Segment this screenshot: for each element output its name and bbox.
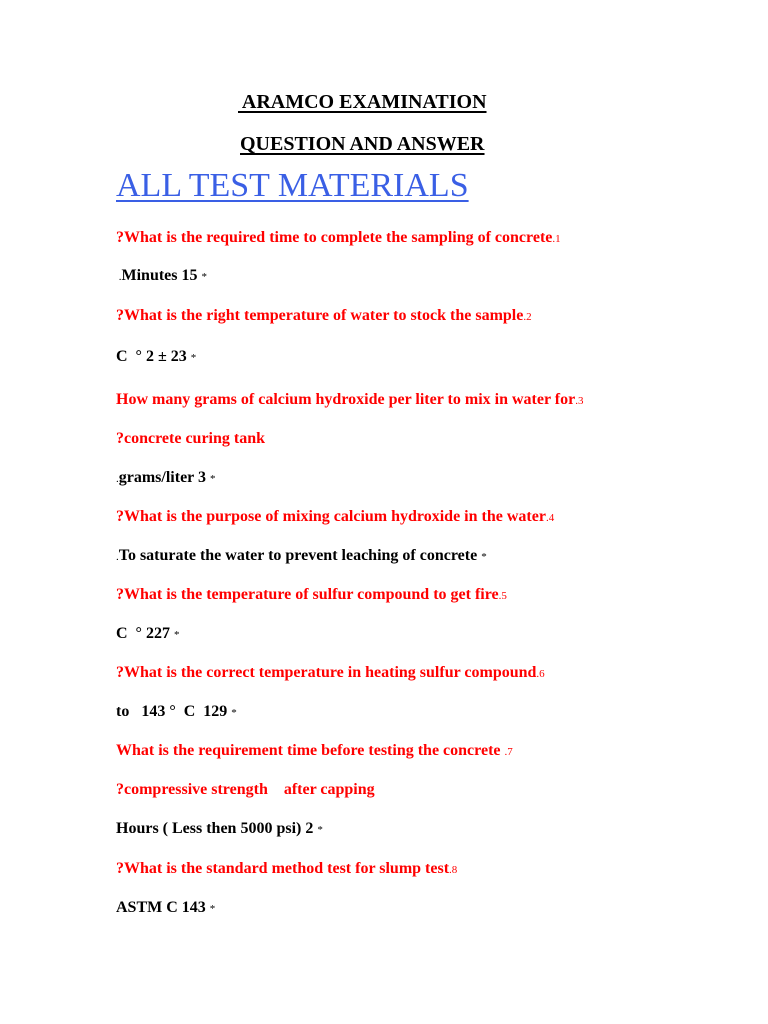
- document-title: ARAMCO EXAMINATION: [238, 91, 487, 113]
- question-text: ?What is the standard method test for slump test: [116, 860, 450, 877]
- question-8: [116, 859, 457, 880]
- answer-text: Hours ( Less then 5000 psi) 2: [116, 820, 318, 837]
- answer-1: [116, 266, 207, 287]
- question-text: What is the requirement time before testing the concrete: [116, 742, 505, 759]
- answer-lead: .: [116, 271, 122, 283]
- question-3-line-2: ?concrete curing tank: [116, 430, 266, 447]
- answer-7: [116, 819, 323, 840]
- answer-text: ASTM C 143: [116, 899, 210, 916]
- question-7-line-2: ?compressive strength after capping: [116, 781, 375, 798]
- question-7-line-1: [116, 741, 513, 762]
- answer-text: C ° 227: [116, 625, 174, 642]
- question-5: [116, 585, 507, 606]
- question-text: ?What is the temperature of sulfur compound to get fire: [116, 586, 499, 603]
- question-4: [116, 507, 554, 528]
- question-text: How many grams of calcium hydroxide per liter to mix in water for: [116, 391, 576, 408]
- answer-2: [116, 347, 196, 368]
- question-text: ?What is the correct temperature in heating sulfur compound: [116, 664, 537, 681]
- answer-8: [116, 898, 215, 919]
- question-text: ?What is the right temperature of water to stock the sample: [116, 307, 524, 324]
- question-number: .3: [575, 395, 584, 407]
- question-text: ?What is the purpose of mixing calcium hydroxide in the water: [116, 508, 546, 525]
- answer-lead: .: [116, 473, 119, 485]
- answer-text: To saturate the water to prevent leaching of concrete: [118, 547, 482, 564]
- question-number: .2: [523, 311, 532, 323]
- question-number: .4: [545, 512, 555, 524]
- answer-3: [116, 468, 215, 489]
- document-subtitle: QUESTION AND ANSWER: [240, 133, 485, 155]
- answer-text: grams/liter 3: [118, 469, 210, 486]
- answer-text: to 143 ° C 129: [116, 703, 232, 720]
- bullet-asterisk: *: [201, 271, 207, 283]
- bullet-asterisk: *: [231, 707, 237, 719]
- answer-5: [116, 624, 179, 645]
- answer-lead: .: [116, 551, 119, 563]
- question-text: ?What is the required time to complete the sampling of concrete: [116, 229, 553, 246]
- bullet-asterisk: *: [481, 551, 487, 563]
- question-1: [116, 228, 561, 249]
- main-heading: ALL TEST MATERIALS: [116, 167, 469, 204]
- question-number: .8: [449, 864, 458, 876]
- answer-4: [116, 546, 487, 567]
- question-number: .6: [536, 668, 545, 680]
- bullet-asterisk: *: [317, 824, 323, 836]
- question-2: [116, 306, 532, 327]
- question-number: .1: [552, 233, 561, 245]
- bullet-asterisk: *: [173, 629, 180, 641]
- question-3-line-1: [116, 390, 583, 411]
- question-number: .5: [498, 590, 507, 602]
- bullet-asterisk: *: [209, 473, 216, 485]
- answer-text: C ° 2 ± 23: [116, 348, 191, 365]
- bullet-asterisk: *: [209, 903, 216, 915]
- bullet-asterisk: *: [190, 352, 197, 364]
- answer-6: [116, 702, 237, 723]
- question-6: [116, 663, 545, 684]
- question-number: .7: [504, 746, 513, 758]
- answer-text: Minutes 15: [121, 267, 202, 284]
